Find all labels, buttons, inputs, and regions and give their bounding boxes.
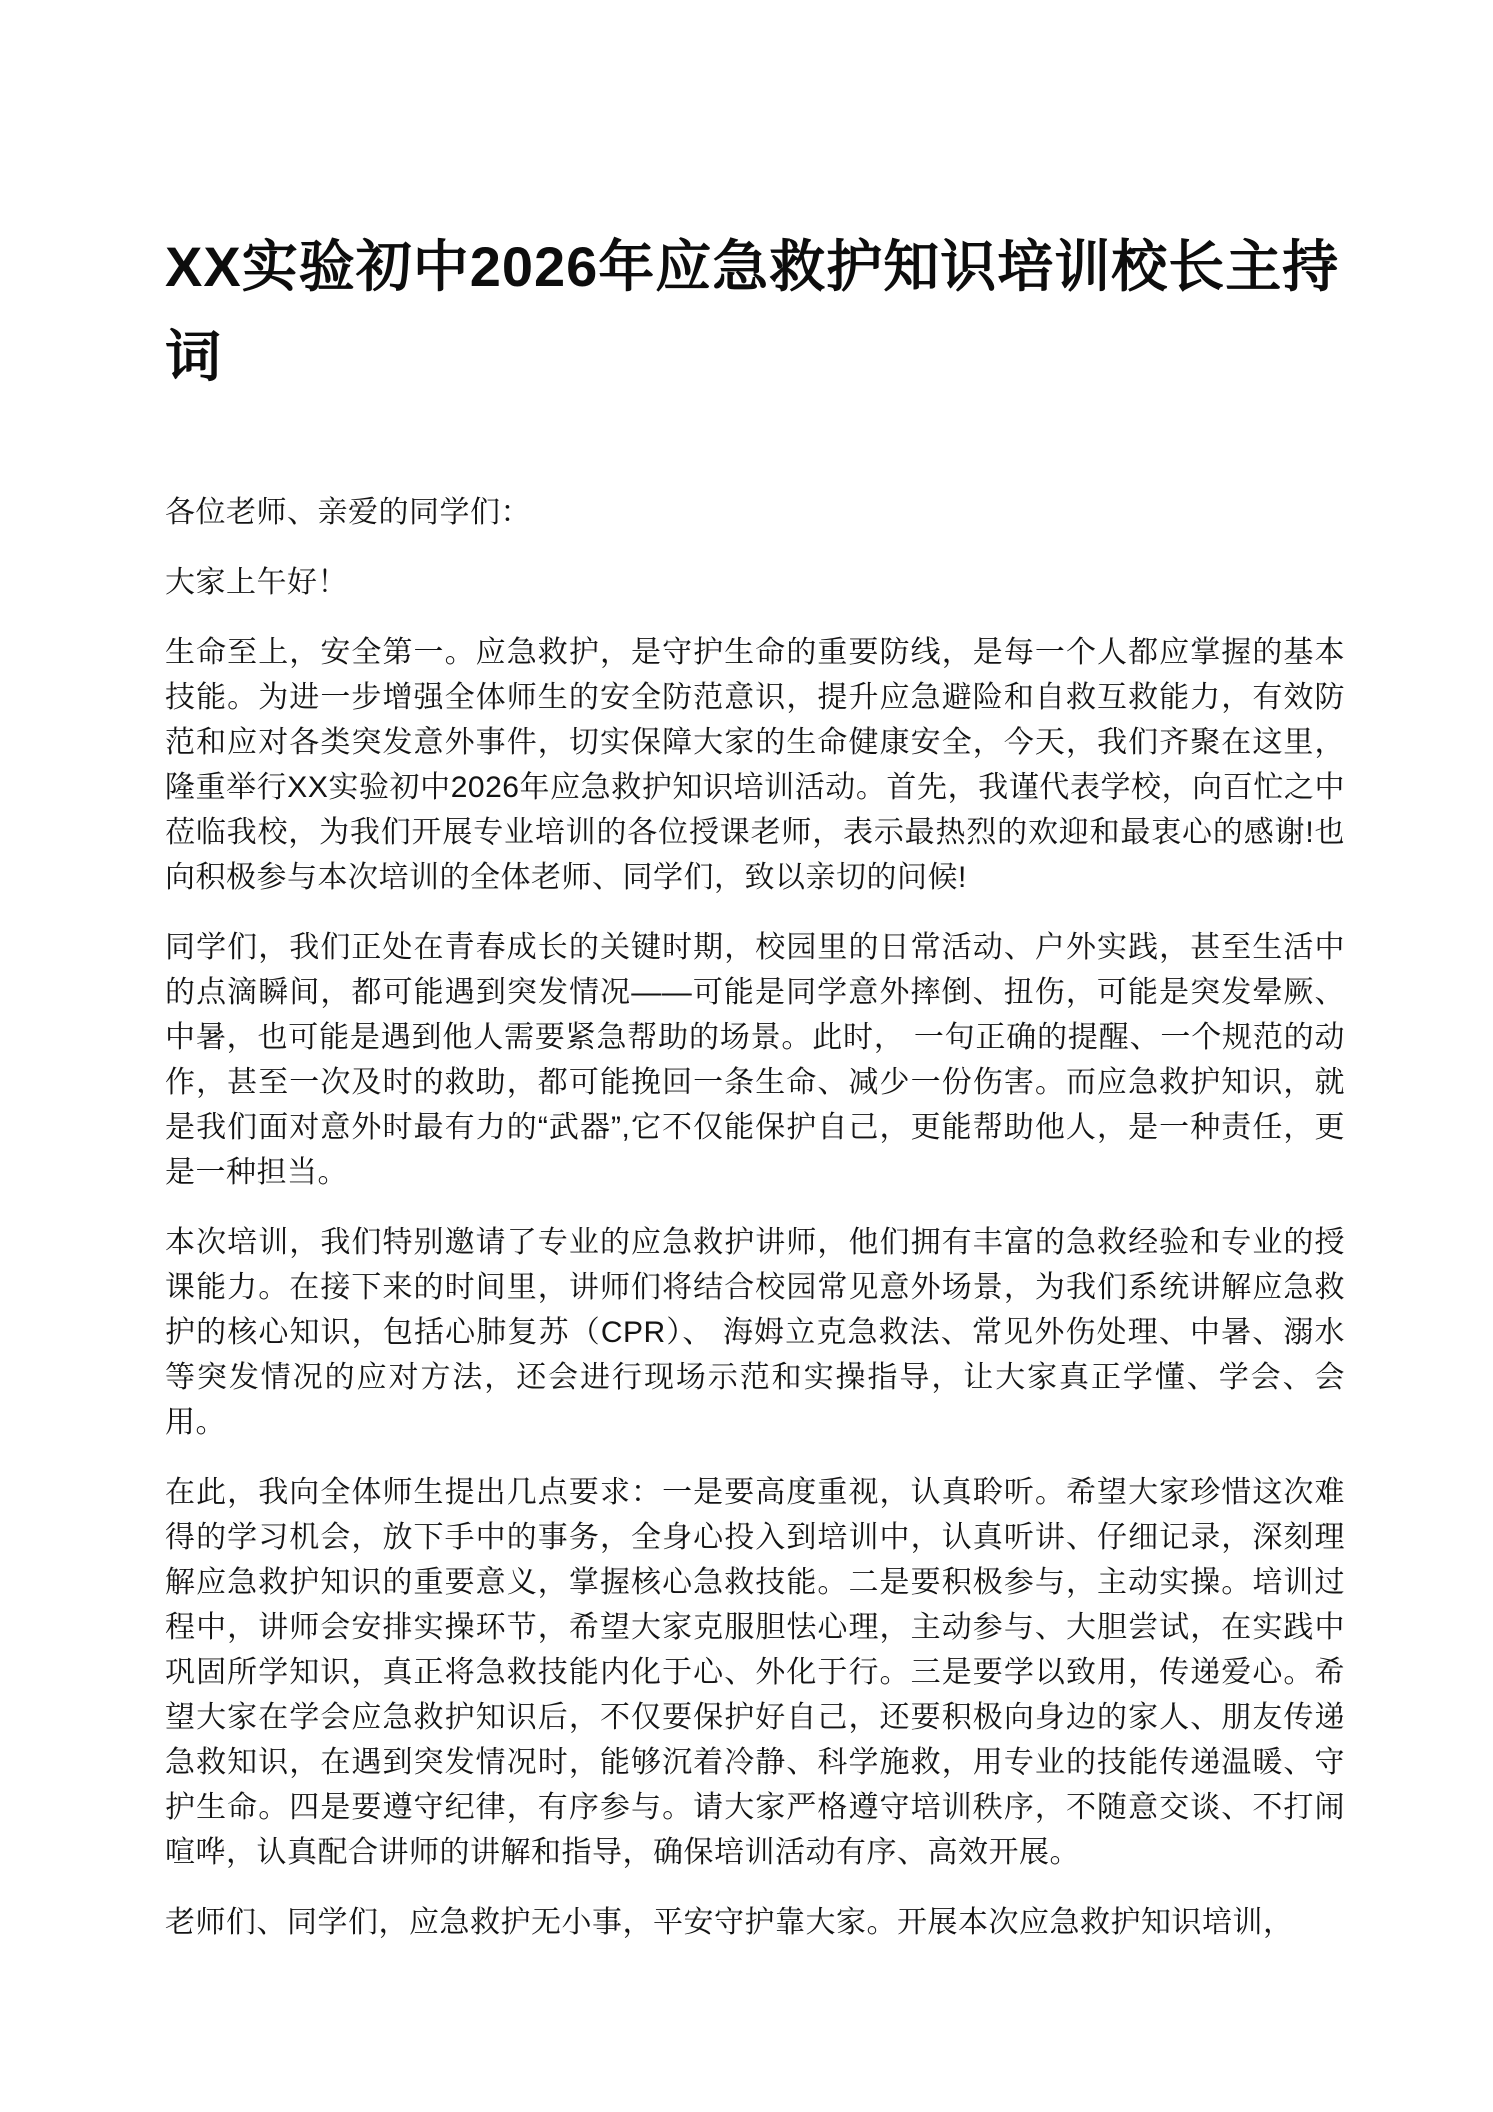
paragraph-greeting: 大家上午好！ xyxy=(165,566,348,599)
paragraph-requirements: 在此，我向全体师生提出几点要求：一是要高度重视，认真聆听。希望大家珍惜这次难得的学习机会，放下手中的事务，全身心投入到培训中，认真听讲、仔细记录，深刻理解应急救护知识的重要意义，掌握核心急救技能。二是要积极参与，主动实操。培训过程中，讲师会安排实操环节，希望大家克服胆怯心理，主动参与、大胆尝试，在实践中巩固所学知识，真正将急救技能内化于心、外化于行。三是要学以致用，传递爱心。希望大家在学会应急救护知识后，不仅要保护好自己，还要积极向身边的家人、朋友传递急救知识，在遇到突发情况时，能够沉着冷静、科学施救，用专业的技能传递温暖、守护生命。四是要遵守纪律，有序参与。请大家严格遵守培训秩序，不随意交谈、不打闹喧哗，认真配合讲师的讲解和指导，确保培训活动有序、高效开展。 xyxy=(165,1476,1345,1869)
paragraph-opening: 生命至上，安全第一。应急救护，是守护生命的重要防线，是每一个人都应掌握的基本技能。为进一步增强全体师生的安全防范意识，提升应急避险和自救互救能力，有效防范和应对各类突发意外事件，切实保障大家的生命健康安全，今天，我们齐聚在这里，隆重举行XX实验初中2026年应急救护知识培训活动。首先，我谨代表学校，向百忙之中莅临我校，为我们开展专业培训的各位授课老师，表示最热烈的欢迎和最衷心的感谢!也向积极参与本次培训的全体老师、同学们，致以亲切的问候! xyxy=(165,636,1345,894)
paragraph-closing: 老师们、同学们，应急救护无小事，平安守护靠大家。开展本次应急救护知识培训， xyxy=(165,1906,1294,1939)
paragraph-training-content: 本次培训，我们特别邀请了专业的应急救护讲师，他们拥有丰富的急救经验和专业的授课能力。在接下来的时间里，讲师们将结合校园常见意外场景，为我们系统讲解应急救护的核心知识，包括心肺复苏（CPR）、 海姆立克急救法、常见外伤处理、中暑、溺水等突发情况的应对方法，还会进行现场示范和实操指导，让大家真正学懂、学会、会用。 xyxy=(165,1226,1345,1439)
paragraph-importance: 同学们，我们正处在青春成长的关键时期，校园里的日常活动、户外实践，甚至生活中的点滴瞬间，都可能遇到突发情况——可能是同学意外摔倒、扭伤，可能是突发晕厥、中暑，也可能是遇到他人需要紧急帮助的场景。此时， 一句正确的提醒、一个规范的动作，甚至一次及时的救助，都可能挽回一条生命、减少一份伤害。而应急救护知识，就是我们面对意外时最有力的“武器”,它不仅能保护自己，更能帮助他人，是一种责任，更是一种担当。 xyxy=(165,931,1345,1189)
document-title: XX实验初中2026年应急救护知识培训校长主持词 xyxy=(165,235,1340,388)
document-body xyxy=(165,490,1345,1945)
paragraph-salutation: 各位老师、亲爱的同学们： xyxy=(165,496,531,529)
